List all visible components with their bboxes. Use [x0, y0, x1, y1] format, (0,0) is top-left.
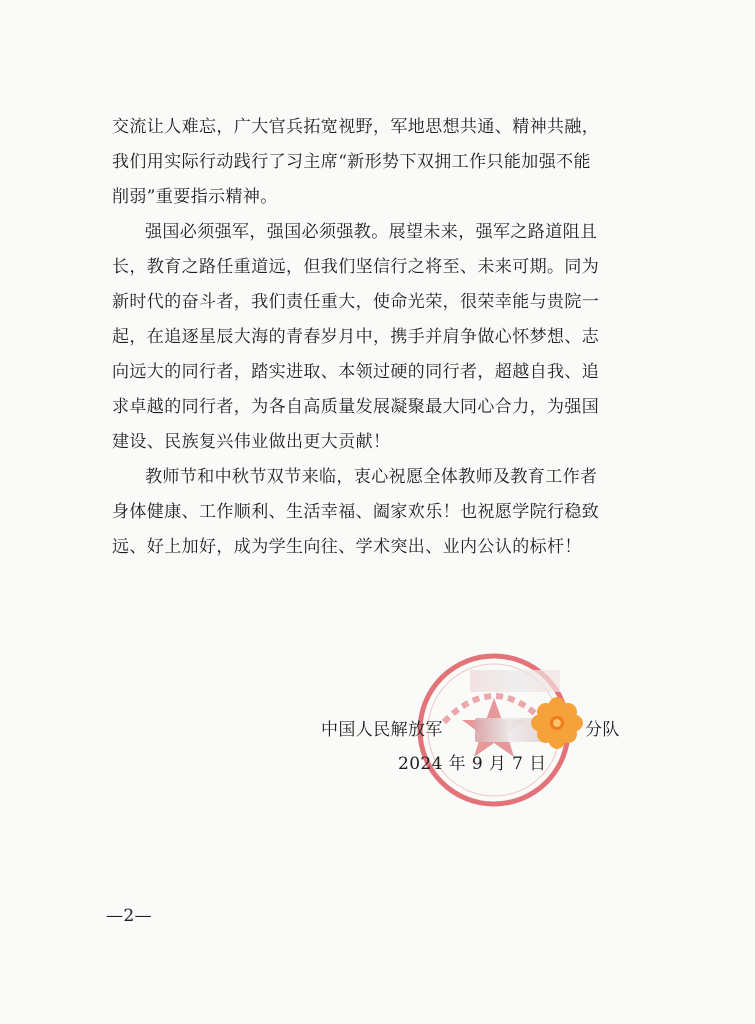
letter-line [0, 531, 755, 563]
signature-line [0, 714, 755, 746]
letter-line-text: 起，在追逐星辰大海的青春岁月中，携手并肩争做心怀梦想、志 [112, 327, 600, 347]
letter-line-text: 新时代的奋斗者，我们责任重大，使命光荣，很荣幸能与贵院一 [112, 292, 600, 312]
letter-line-text: 强国必须强军，强国必须强教。展望未来，强军之路道阻且 [145, 222, 598, 242]
letter-line-text: 远、好上加好，成为学生向往、学术突出、业内公认的标杆！ [112, 537, 582, 557]
letter-line-text: 长，教育之路任重道远，但我们坚信行之将至、未来可期。同为 [112, 257, 600, 277]
signature-org-prefix: 中国人民解放军 [321, 720, 443, 740]
page-number: —2— [106, 906, 153, 926]
letter-line [0, 321, 755, 353]
letter-line-text: 身体健康、工作顺利、生活幸福、阖家欢乐！也祝愿学院行稳致 [112, 502, 600, 522]
letter-line [0, 426, 755, 458]
letter-line [0, 111, 755, 143]
letter-line [0, 216, 755, 248]
letter-line [0, 251, 755, 283]
letter-line-text: 我们用实际行动践行了习主席“新形势下双拥工作只能加强不能 [112, 152, 591, 172]
letter-line-text: 求卓越的同行者，为各自高质量发展凝聚最大同心合力，为强国 [112, 397, 600, 417]
flower-sticker-icon [531, 697, 583, 749]
letter-line-text: 交流让人难忘，广大官兵拓宽视野，军地思想共通、精神共融， [112, 117, 600, 137]
signature-org-suffix: 分队 [585, 720, 620, 740]
signature-date: 2024 年 9 月 7 日 [398, 754, 547, 774]
letter-line [0, 286, 755, 318]
letter-line [0, 181, 755, 213]
letter-line [0, 461, 755, 493]
letter-line [0, 496, 755, 528]
letter-line-text: 建设、民族复兴伟业做出更大贡献！ [112, 432, 391, 452]
redacted-seal-text [470, 670, 560, 692]
letter-line-text: 削弱”重要指示精神。 [112, 187, 278, 207]
letter-line [0, 391, 755, 423]
date-line [0, 748, 755, 780]
letter-line-text: 向远大的同行者，踏实进取、本领过硬的同行者，超越自我、追 [112, 362, 600, 382]
letter-line [0, 146, 755, 178]
letter-line [0, 356, 755, 388]
letter-line-text: 教师节和中秋节双节来临，衷心祝愿全体教师及教育工作者 [145, 467, 598, 487]
page-number-line [0, 900, 755, 932]
